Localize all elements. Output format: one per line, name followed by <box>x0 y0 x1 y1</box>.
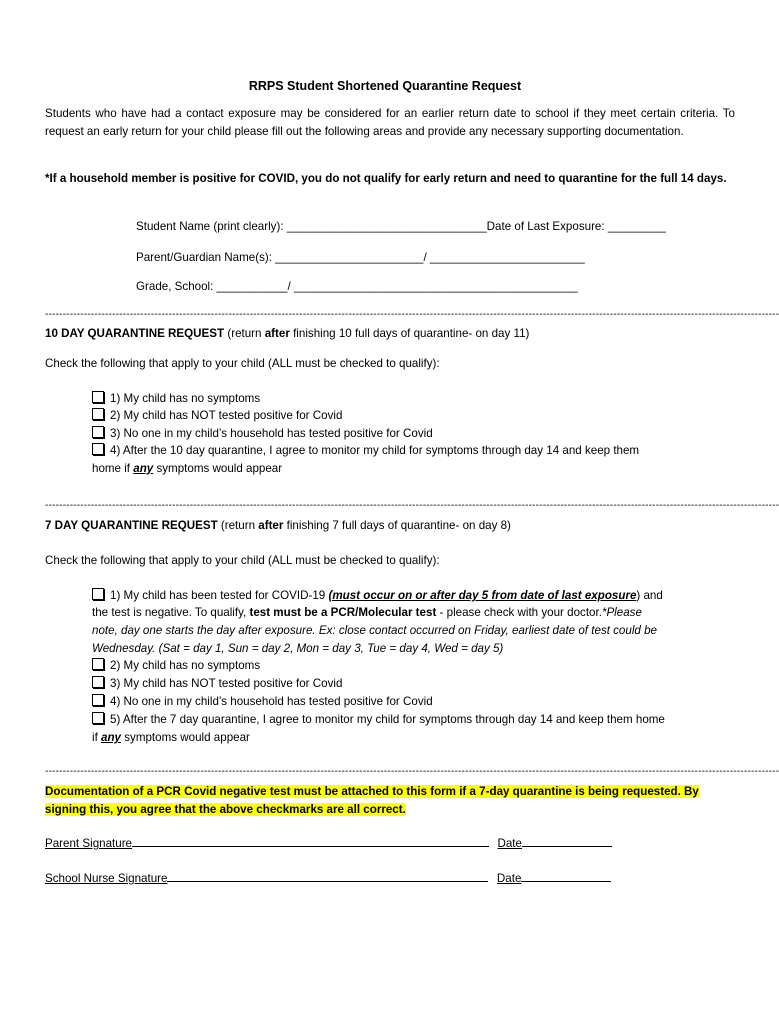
item-label: 2) My child has no symptoms <box>110 659 261 672</box>
nurse-date-label: Date <box>496 872 522 885</box>
item-emphasis: (must occur on or after day 5 from date of last exposure <box>328 589 637 602</box>
seven-day-item-1-line4: Wednesday. (Sat = day 1, Sun = day 2, Mon = day 3, Tue = day 4, Wed = day 5) <box>92 642 504 655</box>
ten-day-heading <box>45 326 529 341</box>
checkbox-icon[interactable] <box>92 588 104 600</box>
ten-day-post: finishing 10 full days of quarantine- on day 11) <box>289 327 530 340</box>
seven-day-item-5-cont <box>92 729 250 746</box>
item-label: 4) After the 10 day quarantine, I agree to monitor my child for symptoms through day 14 and keep them <box>110 444 640 457</box>
grade-school-field[interactable]: Grade, School: ___________/ ____________________________________________ <box>136 280 578 293</box>
seven-day-item-1[interactable] <box>92 587 663 604</box>
item-label: if <box>92 731 102 744</box>
checkbox-icon[interactable] <box>92 408 104 420</box>
checkbox-icon[interactable] <box>92 712 104 724</box>
item-label: symptoms would appear <box>121 731 250 744</box>
seven-day-item-3[interactable] <box>92 675 342 692</box>
divider-2: ---------------------------------------------------------------------------------------------------------------------------------------------------------------------------------------------------------------- <box>45 500 779 511</box>
seven-day-after: after <box>258 519 284 532</box>
item-emphasis: test must be a PCR/Molecular test <box>249 606 437 619</box>
item-label: symptoms would appear <box>153 462 283 475</box>
ten-day-item-4-cont <box>92 460 282 477</box>
ten-day-title: 10 DAY QUARANTINE REQUEST <box>45 327 225 340</box>
checkbox-icon[interactable] <box>92 694 104 706</box>
parent-date-line[interactable] <box>522 835 612 847</box>
ten-day-after: after <box>264 327 290 340</box>
ten-day-item-3[interactable] <box>92 425 433 442</box>
seven-day-pre: (return <box>220 519 259 532</box>
seven-day-title: 7 DAY QUARANTINE REQUEST <box>45 519 218 532</box>
parent-name-field[interactable]: Parent/Guardian Name(s): _______________________/ ________________________ <box>136 251 585 264</box>
nurse-signature-label: School Nurse Signature <box>45 872 168 885</box>
seven-day-item-5[interactable] <box>92 711 665 728</box>
item-label: 5) After the 7 day quarantine, I agree to monitor my child for symptoms through day 14 and keep them home <box>110 713 665 726</box>
ten-day-item-1[interactable] <box>92 390 260 407</box>
ten-day-check-intro: Check the following that apply to your child (ALL must be checked to qualify): <box>45 357 440 370</box>
documentation-line-2: signing this, you agree that the above checkmarks are all correct. <box>45 803 406 816</box>
ten-day-item-2[interactable] <box>92 407 342 424</box>
item-label: ) and <box>636 589 663 602</box>
item-label: 3) No one in my child’s household has tested positive for Covid <box>110 427 433 440</box>
seven-day-item-1-line2 <box>92 604 642 621</box>
nurse-date-line[interactable] <box>521 870 611 882</box>
parent-signature-row <box>45 835 612 851</box>
seven-day-item-4[interactable] <box>92 693 433 710</box>
divider-3: ---------------------------------------------------------------------------------------------------------------------------------------------------------------------------------------------------------------- <box>45 766 779 777</box>
item-label: 4) No one in my child’s household has tested positive for Covid <box>110 695 433 708</box>
divider-1: ---------------------------------------------------------------------------------------------------------------------------------------------------------------------------------------------------------------- <box>45 309 779 320</box>
seven-day-item-2[interactable] <box>92 657 260 674</box>
item-label: 1) My child has been tested for COVID-19 <box>110 589 329 602</box>
any-emphasis: any <box>101 731 122 744</box>
documentation-line-1: Documentation of a PCR Covid negative test must be attached to this form if a 7-day quarantine is being requested. By <box>45 785 699 798</box>
any-emphasis: any <box>133 462 154 475</box>
checkbox-icon[interactable] <box>92 426 104 438</box>
parent-signature-label: Parent Signature <box>45 837 133 850</box>
nurse-signature-row <box>45 870 611 886</box>
checkbox-icon[interactable] <box>92 658 104 670</box>
checkbox-icon[interactable] <box>92 676 104 688</box>
seven-day-post: finishing 7 full days of quarantine- on day 8) <box>283 519 511 532</box>
student-name-field[interactable]: Student Name (print clearly): _______________________________Date of Last Exposure: _________ <box>136 220 666 233</box>
item-label: the test is negative. To qualify, <box>92 606 250 619</box>
item-note: *Please <box>601 606 642 619</box>
ten-day-pre: (return <box>227 327 265 340</box>
item-label: 3) My child has NOT tested positive for Covid <box>110 677 343 690</box>
ten-day-item-4[interactable] <box>92 442 639 459</box>
item-label: 2) My child has NOT tested positive for Covid <box>110 409 343 422</box>
checkbox-icon[interactable] <box>92 443 104 455</box>
checkbox-icon[interactable] <box>92 391 104 403</box>
seven-day-item-1-line3: note, day one starts the day after exposure. Ex: close contact occurred on Friday, earliest date of test could be <box>92 624 657 637</box>
form-title: RRPS Student Shortened Quarantine Request <box>248 79 522 93</box>
item-label: 1) My child has no symptoms <box>110 392 261 405</box>
documentation-notice <box>45 783 730 819</box>
item-label: home if <box>92 462 134 475</box>
seven-day-heading <box>45 518 511 533</box>
parent-date-label: Date <box>497 837 522 850</box>
household-notice: *If a household member is positive for COVID, you do not qualify for early return and need to quarantine for the full 14 days. <box>45 172 727 185</box>
nurse-signature-line[interactable] <box>167 870 488 882</box>
item-label: - please check with your doctor. <box>436 606 602 619</box>
intro-paragraph: Students who have had a contact exposure may be considered for an earlier return date to school if they meet certain criteria. To request an early return for your child please fill out the following areas and provide any necessary supporting documentation. <box>45 107 735 138</box>
parent-signature-line[interactable] <box>132 835 489 847</box>
seven-day-check-intro: Check the following that apply to your child (ALL must be checked to qualify): <box>45 554 440 567</box>
